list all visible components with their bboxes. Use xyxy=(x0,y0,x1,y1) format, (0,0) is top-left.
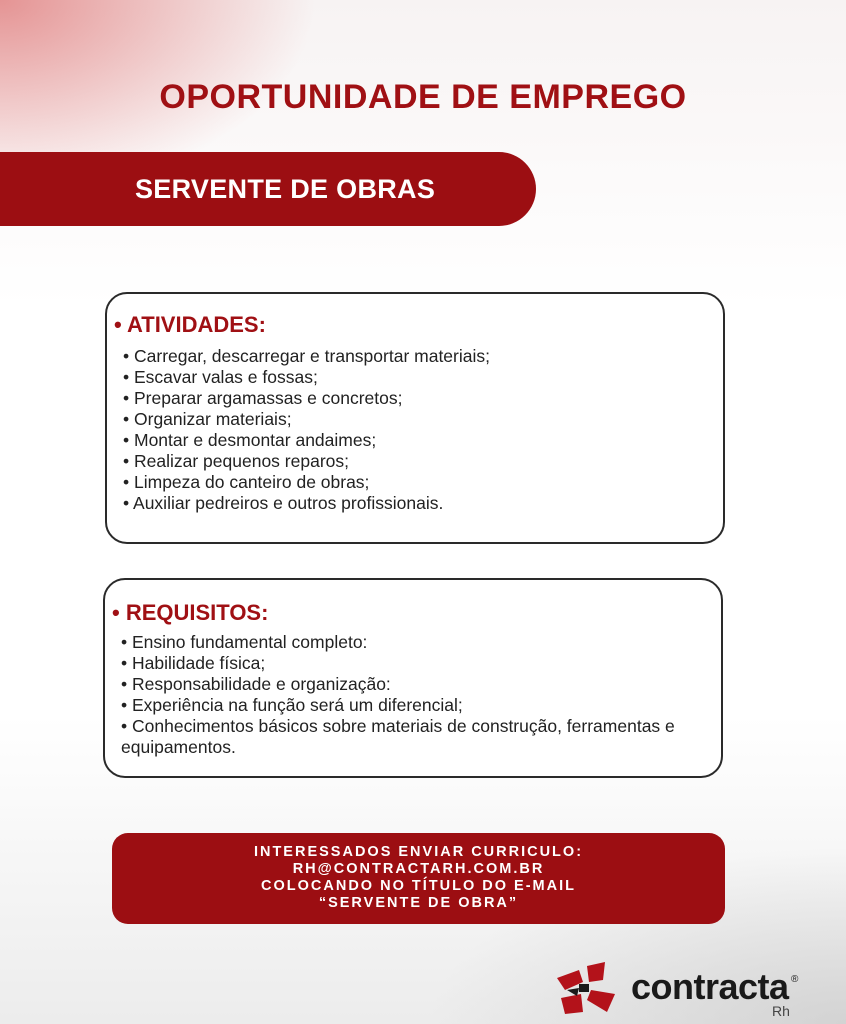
activities-card xyxy=(105,292,725,544)
page-title: OPORTUNIDADE DE EMPREGO xyxy=(159,78,687,116)
company-logo xyxy=(553,956,813,1024)
list-item: • Organizar materiais; xyxy=(123,409,711,430)
contact-instruction: INTERESSADOS ENVIAR CURRICULO: xyxy=(253,844,584,860)
list-item: • Responsabilidade e organização: xyxy=(121,674,709,695)
list-item: • Realizar pequenos reparos; xyxy=(123,451,711,472)
list-item: • Escavar valas e fossas; xyxy=(123,367,711,388)
contact-subject-instruction: COLOCANDO NO TÍTULO DO E-MAIL xyxy=(261,878,576,894)
list-item: • Conhecimentos básicos sobre materiais de construção, ferramentas e equipamentos. xyxy=(121,716,709,758)
contact-box xyxy=(112,833,725,924)
list-item: • Preparar argamassas e concretos; xyxy=(123,388,711,409)
requirements-card xyxy=(103,578,723,778)
activities-heading: • ATIVIDADES: xyxy=(114,312,266,337)
list-item: • Experiência na função será um diferencial; xyxy=(121,695,709,716)
logo-mark-icon xyxy=(553,960,617,1018)
contact-email[interactable]: RH@CONTRACTARH.COM.BR xyxy=(292,861,545,877)
list-item: • Ensino fundamental completo: xyxy=(121,632,709,653)
logo-suffix: Rh xyxy=(772,1003,790,1019)
list-item: • Auxiliar pedreiros e outros profissionais. xyxy=(123,493,711,514)
list-item: • Limpeza do canteiro de obras; xyxy=(123,472,711,493)
list-item: • Montar e desmontar andaimes; xyxy=(123,430,711,451)
list-item: • Habilidade física; xyxy=(121,653,709,674)
logo-wordmark: contracta xyxy=(631,966,789,1007)
requirements-list xyxy=(121,632,709,758)
logo-registered: ® xyxy=(791,974,799,985)
contact-subject: “SERVENTE DE OBRA” xyxy=(318,895,519,911)
job-title: SERVENTE DE OBRAS xyxy=(135,174,436,204)
list-item: • Carregar, descarregar e transportar materiais; xyxy=(123,346,711,367)
requirements-heading: • REQUISITOS: xyxy=(112,600,269,625)
activities-list xyxy=(123,346,711,514)
job-banner xyxy=(0,152,536,226)
